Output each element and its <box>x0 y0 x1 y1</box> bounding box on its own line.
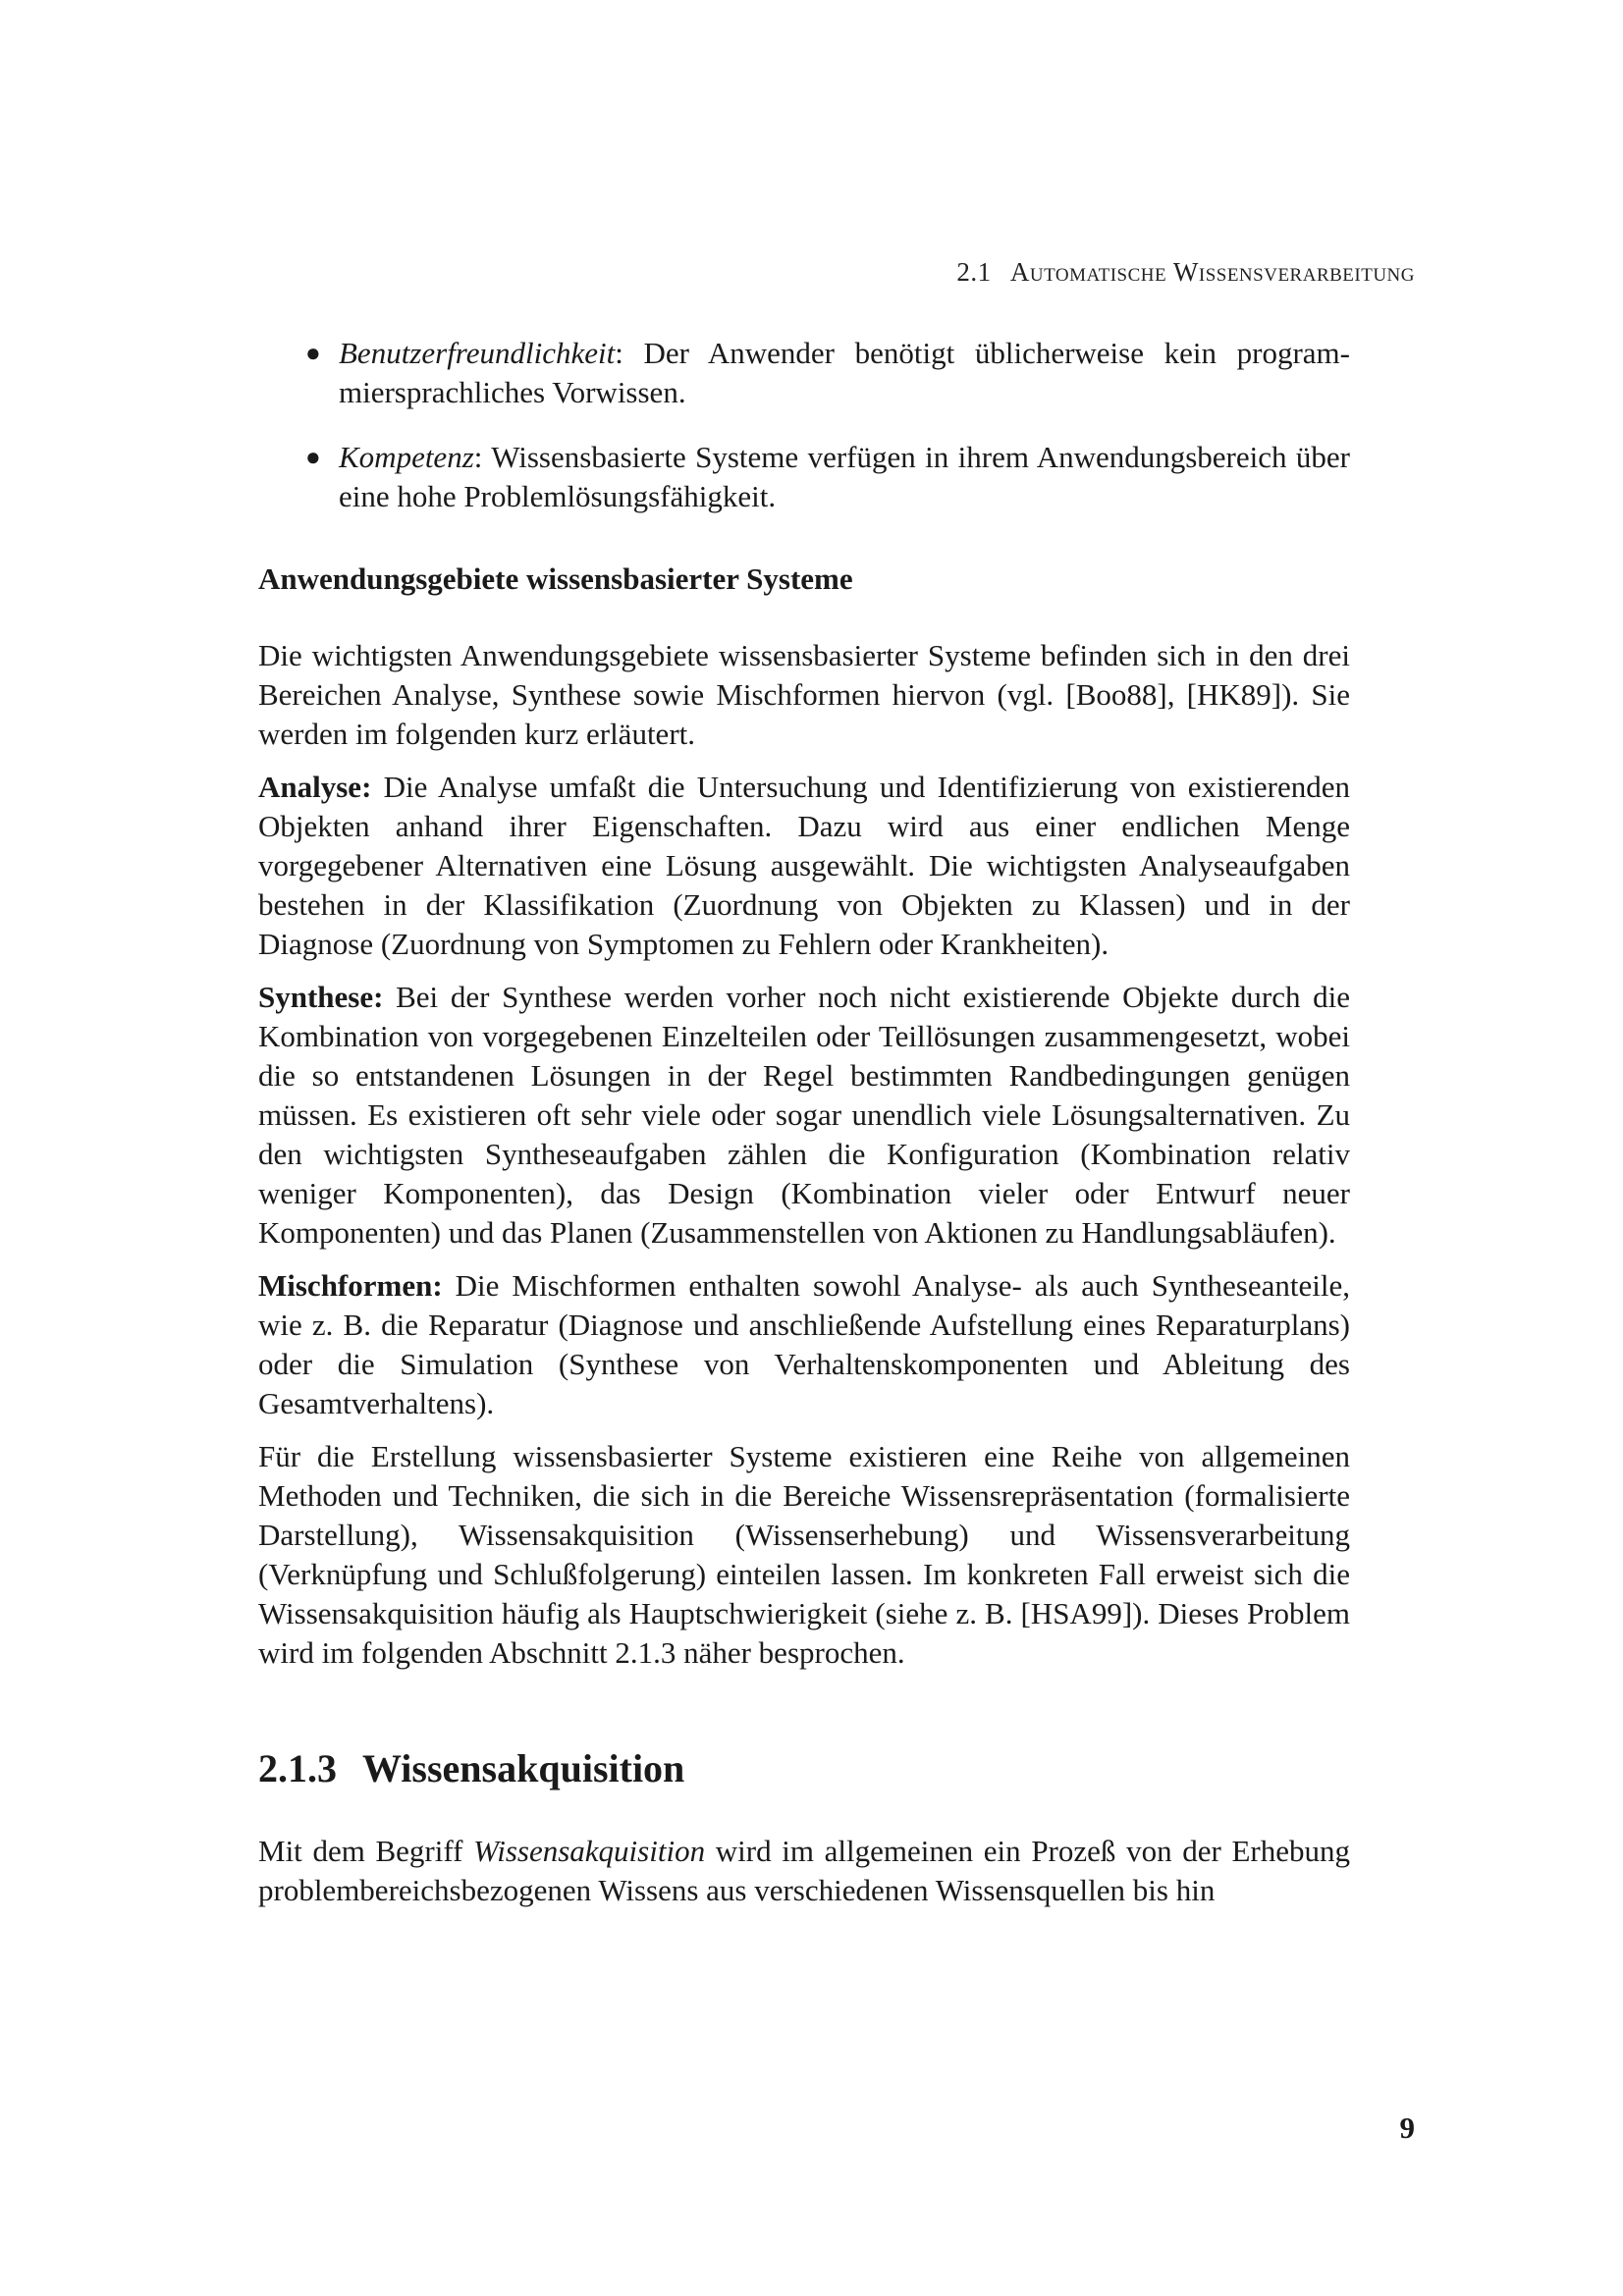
subheading: Anwendungsgebiete wissensbasierter Systeme <box>258 561 853 596</box>
bullet-icon: ● <box>305 443 321 471</box>
list-item-text: : Wissensbasierte Systeme verfügen in ihrem Anwendungsbereich über eine hohe Problemlösungsfähigkeit. <box>339 440 1350 513</box>
list-item-text: : Der Anwender benötigt üblicherweise kein programmiersprachliches Vorwissen. <box>339 336 1350 409</box>
intro-paragraph: Die wichtigsten Anwendungsgebiete wissensbasierter Systeme befinden sich in den drei Bereichen Analyse, Synthese sowie Mischformen hiervon (vgl. [Boo88], [HK89]). Sie werden im folgenden kurz erläutert. <box>258 638 1350 751</box>
definition-term: Analyse: <box>258 770 372 804</box>
list-item <box>258 334 1350 412</box>
feature-list <box>258 334 1350 516</box>
section-number: 2.1.3 <box>258 1746 337 1790</box>
bullet-icon: ● <box>305 339 321 367</box>
section-title: Wissensakquisition <box>362 1746 685 1790</box>
definition-term: Synthese: <box>258 980 384 1014</box>
section-paragraph-lead: Mit dem Begriff <box>258 1834 474 1868</box>
definition-term: Mischformen: <box>258 1268 443 1303</box>
list-item-term: Kompetenz <box>339 440 474 474</box>
section-paragraph <box>258 1832 1350 1910</box>
definition-mischformen <box>258 1266 1350 1423</box>
list-item <box>258 438 1350 516</box>
page-number: 9 <box>1399 2110 1415 2145</box>
definition-synthese <box>258 978 1350 1253</box>
running-header <box>956 257 1415 288</box>
section-heading <box>258 1745 1350 1792</box>
section-paragraph-emphasis: Wissensakquisition <box>473 1834 706 1868</box>
definition-text: Bei der Synthese werden vorher noch nicht existierende Objekte durch die Kombination von vorgegebenen Einzelteilen oder Teillösungen zusammengesetzt, wobei die so entstandenen Lösungen in der Regel bestimmten Randbedingungen genügen müssen. Es existieren oft sehr viele oder sogar unendlich viele Lösungsalternativen. Zu den wichtigsten Syntheseaufgaben zählen die Konfiguration (Kombination relativ weniger Komponenten), das Design (Kombination vieler oder Entwurf neuer Komponenten) und das Planen (Zusammenstellen von Aktionen zu Handlungsabläufen). <box>258 980 1351 1250</box>
section-paragraph-rest: wird im allgemeinen ein Prozeß von der Erhebung problembereichsbezogenen Wissens aus verschiedenen Wissensquellen bis hin <box>258 1834 1351 1907</box>
running-header-number: 2.1 <box>956 257 992 287</box>
definition-analyse <box>258 768 1350 964</box>
body-text <box>258 334 1350 1924</box>
definition-text: Die Analyse umfaßt die Untersuchung und Identifizierung von existierenden Objekten anhand ihrer Eigenschaften. Dazu wird aus einer endlichen Menge vorgegebener Alternativen eine Lösung ausgewählt. Die wichtigsten Analyseaufgaben bestehen in der Klassifikation (Zuordnung von Objekten zu Klassen) und in der Diagnose (Zuordnung von Symptomen zu Fehlern oder Krankheiten). <box>258 770 1350 961</box>
running-header-title: Automatische Wissensverarbeitung <box>1009 257 1415 287</box>
list-item-term: Benutzerfreundlichkeit <box>339 336 616 370</box>
definition-text: Die Mischformen enthalten sowohl Analyse- als auch Syntheseanteile, wie z. B. die Reparatur (Diagnose und anschließende Aufstellung eines Reparaturplans) oder die Simulation (Synthese von Verhaltenskomponenten und Ableitung des Gesamtverhaltens). <box>258 1268 1350 1420</box>
closing-paragraph: Für die Erstellung wissensbasierter Systeme existieren eine Reihe von allgemeinen Methoden und Techniken, die sich in die Bereiche Wissensrepräsentation (formalisierte Darstellung), Wissensakquisition (Wissenserhebung) und Wissensverarbeitung (Verknüpfung und Schlußfolgerung) einteilen lassen. Im konkreten Fall erweist sich die Wissensakquisition häufig als Hauptschwierigkeit (siehe z. B. [HSA99]). Dieses Problem wird im folgenden Abschnitt 2.1.3 näher besprochen. <box>258 1439 1350 1670</box>
